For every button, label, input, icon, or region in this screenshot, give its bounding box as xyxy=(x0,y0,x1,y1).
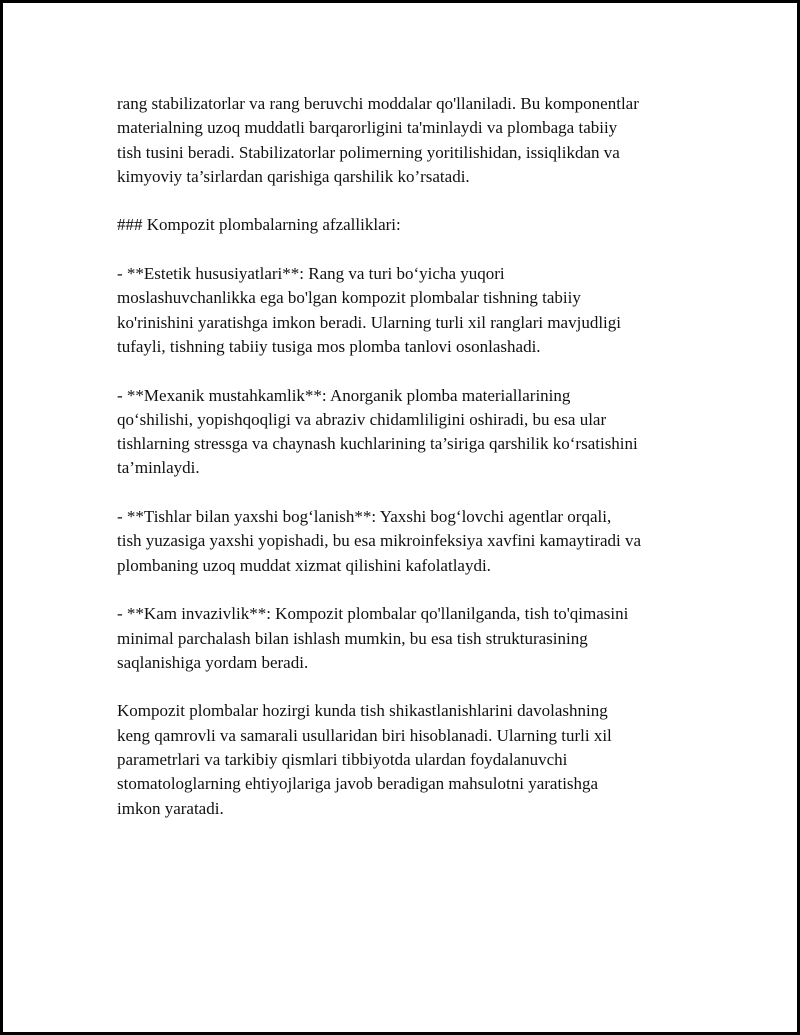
list-item-mechanical-strength: - **Mexanik mustahkamlik**: Anorganik plomba materiallarining qo‘shilishi, yopishqoqligi va abraziv chidamliligini oshiradi, bu esa ular tishlarning stressga va chaynash kuchlarining ta’siriga qarshilik ko‘rsatishini ta’minlaydi. xyxy=(117,385,638,478)
list-item-aesthetic: - **Estetik hususiyatlari**: Rang va turi bo‘yicha yuqori moslashuvchanlikka ega bo'lgan kompozit plombalar tishning tabiiy ko'rinishini yaratishga imkon beradi. Ularning turli xil ranglari mavjudligi tufayli, tishning tabiiy tusiga mos plomba tanlovi osonlashadi. xyxy=(117,264,621,356)
paragraph-stabilizers: rang stabilizatorlar va rang beruvchi moddalar qo'llaniladi. Bu komponentlar materialning uzoq muddatli barqarorligini ta'minlaydi va plombaga tabiiy tish tusini beradi. Stabilizatorlar polimerning yoritilishidan, issiqlikdan va kimyoviy ta’sirlardan qarishiga qarshilik ko’rsatadi. xyxy=(117,94,639,186)
paragraph-conclusion: Kompozit plombalar hozirgi kunda tish shikastlanishlarini davolashning keng qamrovli va samarali usullaridan biri hisoblanadi. Ularning turli xil parametrlari va tarkibiy qismlari tibbiyotda ulardan foydalanuvchi stomatologlarning ehtiyojlariga javob beradigan mahsulotni yaratishga imkon yaratadi. xyxy=(117,701,612,818)
list-item-bonding: - **Tishlar bilan yaxshi bog‘lanish**: Yaxshi bog‘lovchi agentlar orqali, tish yuzasiga yaxshi yopishadi, bu esa mikroinfeksiya xavfini kamaytiradi va plombaning uzoq muddat xizmat qilishini kafolatlaydi. xyxy=(117,507,642,575)
list-item-low-invasiveness: - **Kam invazivlik**: Kompozit plombalar qo'llanilganda, tish to'qimasini minimal parchalash bilan ishlash mumkin, bu esa tish strukturasining saqlanishiga yordam beradi. xyxy=(117,604,629,672)
document-body xyxy=(117,92,707,821)
section-heading-advantages: ### Kompozit plombalarning afzalliklari: xyxy=(117,215,401,235)
